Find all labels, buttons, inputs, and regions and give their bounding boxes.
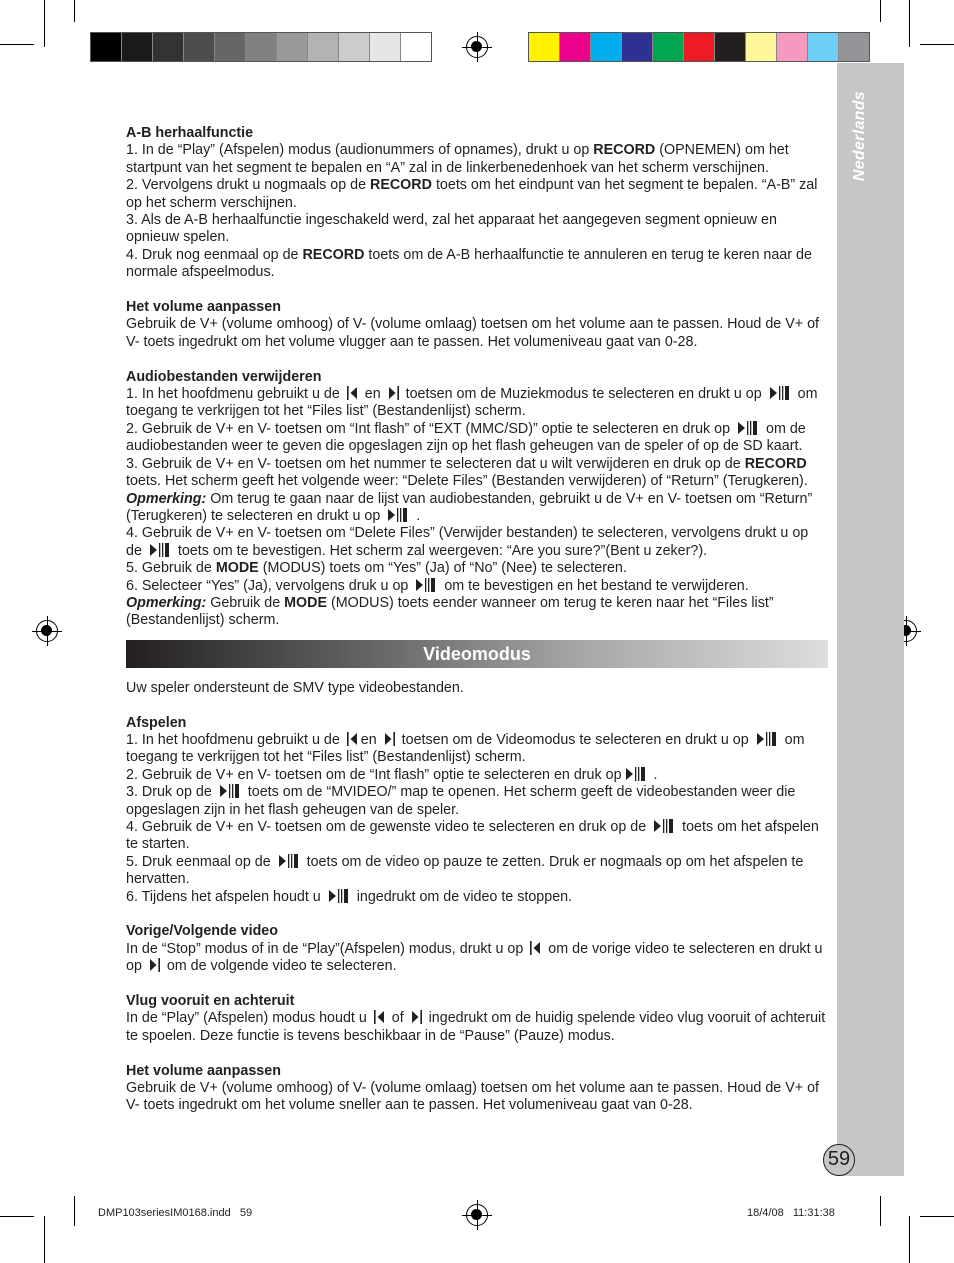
- paragraph: In de “Stop” modus of in de “Play”(Afspelen) modus, drukt u op om de vorige video te selecteren en drukt u op om de volgende video te selecteren.: [126, 940, 823, 975]
- gray-swatch: [246, 33, 277, 61]
- crop-mark: [74, 1196, 75, 1226]
- crop-mark: [920, 1216, 954, 1217]
- paragraph: In de “Play” (Afspelen) modus houdt u of ingedrukt om de huidig spelende video vlug vooruit of achteruit te spoelen. Deze functie is tevens beschikbaar in de “Pause” (Pauze) modus.: [126, 1010, 826, 1044]
- paragraph: 3. Als de A-B herhaalfunctie ingeschakeld werd, zal het apparaat het aangegeven segment opnieuw en opnieuw spelen.: [126, 212, 777, 246]
- section-title: Vorige/Volgende video: [126, 923, 278, 940]
- paragraph: 1. In het hoofdmenu gebruikt u de en toetsen om de Videomodus te selecteren en drukt u op om toegang te verkrijgen tot het “Files list” (Bestandenlijst) scherm.: [126, 731, 805, 766]
- paragraph: 4. Gebruik de V+ en V- toetsen om de gewenste video te selecteren en druk op de toets om het afspelen te starten.: [126, 818, 819, 853]
- play-pause-icon: [328, 889, 350, 903]
- gray-swatch: [91, 33, 122, 61]
- section-title: Audiobestanden verwijderen: [126, 368, 322, 385]
- registration-mark-icon: [466, 36, 488, 58]
- color-swatch: [777, 33, 808, 61]
- crop-mark: [920, 44, 954, 45]
- crop-mark: [880, 0, 881, 22]
- paragraph: 5. Gebruik de MODE (MODUS) toets om “Yes” (Ja) of “No” (Nee) te selecteren.: [126, 560, 627, 577]
- previous-track-icon: [347, 732, 358, 746]
- paragraph: 1. In de “Play” (Afspelen) modus (audionummers of opnames), drukt u op RECORD (OPNEMEN) om het startpunt van het segment te bepalen en “A” zal in de linkerbenedenhoek van het scherm verschijnen.: [126, 142, 789, 176]
- play-pause-icon: [653, 819, 675, 833]
- paragraph: 2. Vervolgens drukt u nogmaals op de RECORD toets om het eindpunt van het segment te bepalen. “A-B” zal op het scherm verschijnen.: [126, 177, 818, 211]
- paragraph: 6. Tijdens het afspelen houdt u ingedrukt om de video te stoppen.: [126, 888, 573, 905]
- section-heading-bar: Videomodus: [126, 640, 828, 668]
- next-track-icon: [411, 1010, 422, 1024]
- crop-mark: [0, 44, 34, 45]
- paragraph: Gebruik de V+ (volume omhoog) of V- (volume omlaag) toetsen om het volume aan te passen. Houd de V+ of V- toets ingedrukt om het volume vlugger aan te passen. Het volumeniveau gaat van 0-28.: [126, 316, 819, 350]
- next-track-icon: [388, 386, 399, 400]
- gray-swatch: [215, 33, 246, 61]
- color-swatch: [808, 33, 839, 61]
- play-pause-icon: [415, 578, 437, 592]
- color-swatch: [746, 33, 777, 61]
- section-title: Het volume aanpassen: [126, 299, 281, 316]
- paragraph: 2. Gebruik de V+ en V- toetsen om “Int flash” of “EXT (MMC/SD)” optie te selecteren en druk op om de audiobestanden weer te geven die opgeslagen zijn op het flash geheugen van de speler of op de SD kaart.: [126, 420, 806, 455]
- paragraph: 5. Druk eenmaal op de toets om de video op pauze te zetten. Druk er nogmaals op om het afspelen te hervatten.: [126, 853, 804, 888]
- color-swatch: [560, 33, 591, 61]
- paragraph: Gebruik de V+ (volume omhoog) of V- (volume omlaag) toetsen om het volume aan te passen. Houd de V+ of V- toets ingedrukt om het volume sneller aan te passen. Het volumeniveau gaat van 0-28.: [126, 1080, 819, 1114]
- page-number: 59: [823, 1144, 855, 1176]
- paragraph: 4. Druk nog eenmaal op de RECORD toets om de A-B herhaalfunctie te annuleren en terug te keren naar de normale afspeelmodus.: [126, 246, 812, 281]
- color-swatch-bar: [528, 32, 870, 62]
- previous-track-icon: [347, 386, 358, 400]
- color-swatch: [591, 33, 622, 61]
- paragraph: 3. Gebruik de V+ en V- toetsen om het nummer te selecteren dat u wilt verwijderen en druk op de RECORD toets. Het scherm geeft het volgende weer: “Delete Files” (Bestanden verwijderen) of “Return” (Terugkeren).: [126, 455, 808, 490]
- grayscale-swatch-bar: [90, 32, 432, 62]
- gray-swatch: [122, 33, 153, 61]
- play-pause-icon: [387, 508, 409, 522]
- paragraph: 6. Selecteer “Yes” (Ja), vervolgens druk u op om te bevestigen en het bestand te verwijderen.: [126, 577, 749, 594]
- gray-swatch: [153, 33, 184, 61]
- section-title: Het volume aanpassen: [126, 1062, 281, 1079]
- color-swatch: [622, 33, 653, 61]
- crop-mark: [880, 1196, 881, 1226]
- next-track-icon: [149, 958, 160, 972]
- gray-swatch: [401, 33, 431, 61]
- registration-mark-icon: [466, 1204, 488, 1226]
- color-swatch: [653, 33, 684, 61]
- gray-swatch: [370, 33, 401, 61]
- section-title: A-B herhaalfunctie: [126, 125, 254, 141]
- crop-mark: [909, 1216, 910, 1263]
- crop-mark: [44, 1216, 45, 1263]
- next-track-icon: [384, 732, 395, 746]
- previous-track-icon: [530, 941, 541, 955]
- previous-track-icon: [374, 1010, 385, 1024]
- color-swatch: [715, 33, 746, 61]
- registration-mark-icon: [36, 620, 58, 642]
- paragraph: 2. Gebruik de V+ en V- toetsen om de “Int flash” optie te selecteren en druk op .: [126, 766, 658, 783]
- play-pause-icon: [278, 854, 300, 868]
- play-pause-icon: [737, 421, 759, 435]
- gray-swatch: [339, 33, 370, 61]
- color-swatch: [529, 33, 560, 61]
- gray-swatch: [184, 33, 215, 61]
- crop-mark: [909, 0, 910, 47]
- paragraph: 1. In het hoofdmenu gebruikt u de en toetsen om de Muziekmodus te selecteren en drukt u op om toegang te verkrijgen tot het “Files list” (Bestandenlijst) scherm.: [126, 386, 818, 420]
- play-pause-icon: [625, 767, 647, 781]
- section-title: Vlug vooruit en achteruit: [126, 993, 295, 1010]
- paragraph: Uw speler ondersteunt de SMV type videobestanden.: [126, 679, 464, 696]
- play-pause-icon: [219, 784, 241, 798]
- crop-mark: [44, 0, 45, 47]
- section-title: Afspelen: [126, 714, 187, 731]
- page-content: [126, 125, 828, 1115]
- footer-file-info: DMP103seriesIM0168.indd 59: [98, 1207, 253, 1219]
- paragraph: 3. Druk op de toets om de “MVIDEO/” map te openen. Het scherm geeft de videobestanden weer die opgeslagen zijn in het flash geheugen van de speler.: [126, 784, 796, 818]
- color-swatch: [684, 33, 715, 61]
- paragraph: 4. Gebruik de V+ en V- toetsen om “Delete Files” (Verwijder bestanden) te selecteren, vervolgens drukt u op de toets om te bevestigen. Het scherm zal weergeven: “Are you sure?”(Bent u zeker?).: [126, 525, 809, 559]
- language-side-tab: [837, 63, 904, 1176]
- gray-swatch: [308, 33, 339, 61]
- play-pause-icon: [149, 543, 171, 557]
- color-swatch: [839, 33, 869, 61]
- gray-swatch: [277, 33, 308, 61]
- footer-date: 18/4/08 11:31:38: [747, 1207, 835, 1219]
- crop-mark: [0, 1216, 34, 1217]
- play-pause-icon: [756, 732, 778, 746]
- note: Opmerking: Om terug te gaan naar de lijst van audiobestanden, gebruikt u de V+ en V- toetsen om “Return” (Terugkeren) te selecteren en drukt u op .: [126, 490, 813, 524]
- play-pause-icon: [769, 386, 791, 400]
- note: Opmerking: Gebruik de MODE (MODUS) toets eender wanneer om terug te keren naar het “Files list” (Bestandenlijst) scherm.: [126, 594, 774, 629]
- crop-mark: [74, 0, 75, 22]
- language-tab-label: Nederlands: [851, 91, 868, 182]
